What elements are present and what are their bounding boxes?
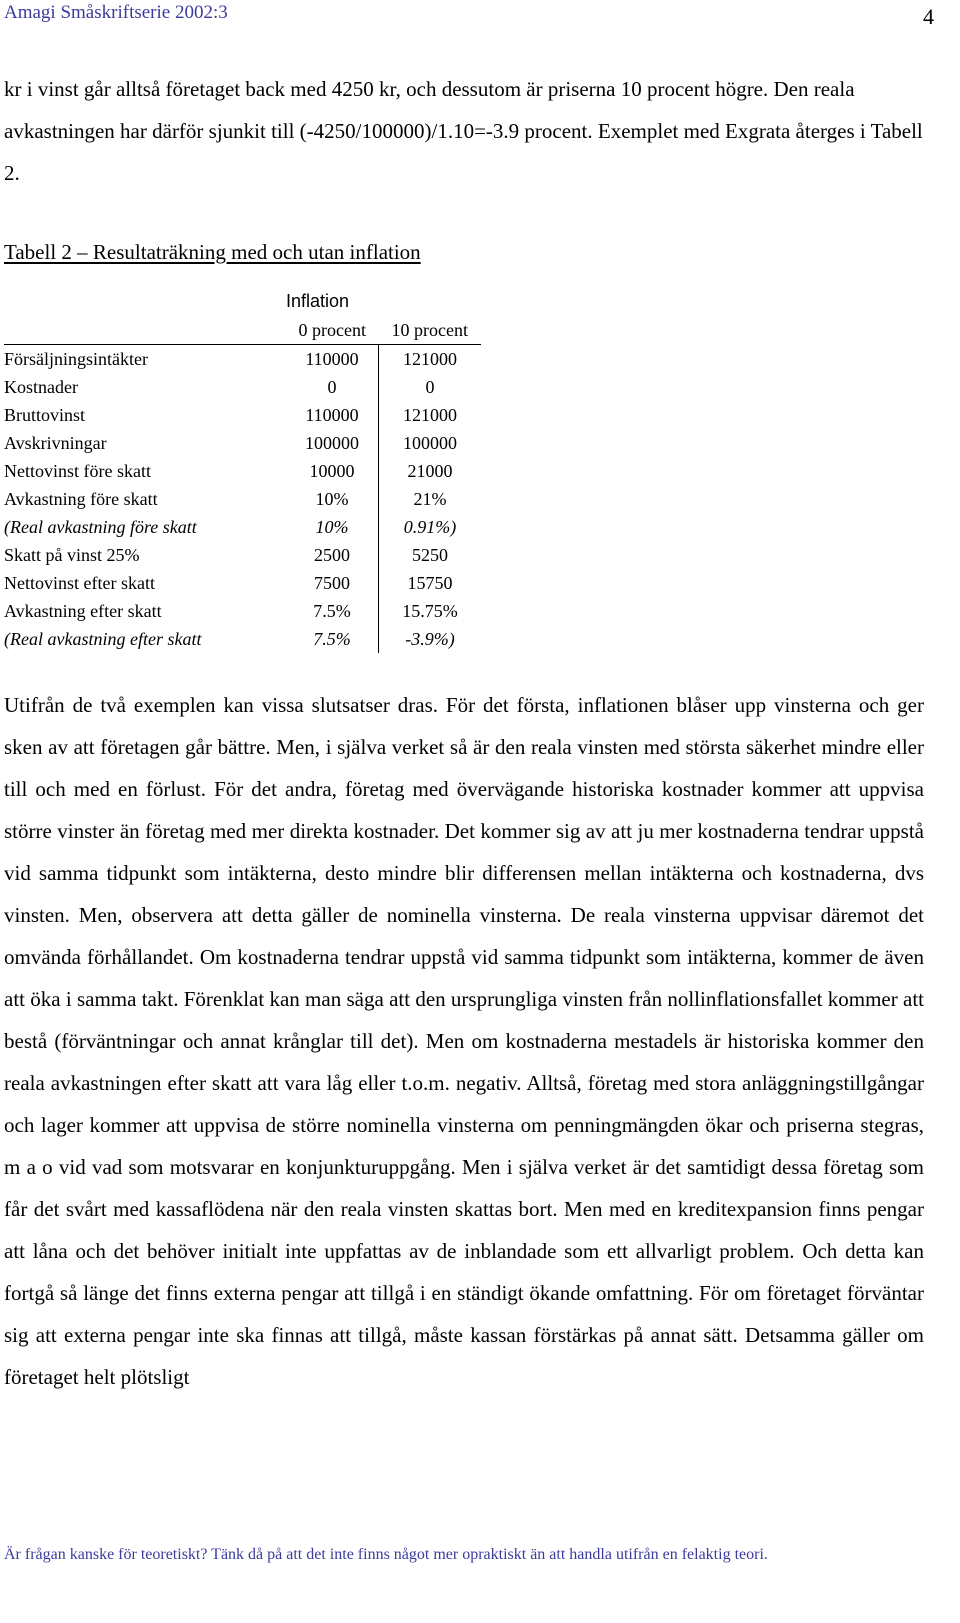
table-row [4,625,481,653]
table-row [4,345,481,374]
inflation-header: Inflation [286,290,350,311]
cell-0-procent: 7.5% [286,597,379,625]
cell-0-procent: 110000 [286,345,379,374]
cell-10-procent: 121000 [403,404,457,425]
table-row [4,597,481,625]
cell-0-procent: 7500 [286,569,379,597]
table-column-header-row [4,316,481,345]
row-label: Bruttovinst [4,404,86,425]
table-row [4,373,481,401]
page-number: 4 [923,4,934,29]
row-label: Avkastning före skatt [4,488,158,509]
cell-10-procent: 0.91%) [403,516,457,537]
body-paragraph: Utifrån de två exemplen kan vissa slutsatser dras. För det första, inflationen blåser upp vinsterna och ger sken av att företagen går bättre. Men, i själva verket så är den reala vinsten med största säkerhet mindre eller till och med en förlust. För det andra, företag med övervägande historiska kostnader kommer att uppvisa större vinster än företag med mer direkta kostnader. Det kommer sig av att ju mer kostnaderna tendrar uppstå vid samma tidpunkt som intäkterna, desto mindre blir differensen mellan intäkterna och kostnaderna, dvs vinsten. Men, observera att detta gäller de nominella vinsterna. De reala vinsterna uppvisar däremot det omvända förhållandet. Om kostnaderna tendrar uppstå vid samma tidpunkt som intäkterna, kommer de även att öka i samma takt. Förenklat kan man säga att den ursprungliga vinsten från nollinflationsfallet kommer att bestå (förväntningar och annat krånglar till det). Men om kostnaderna mestadels är historiska kommer den reala avkastningen efter skatt att vara låg eller t.o.m. negativ. Alltså, företag med stora anläggningstillgångar och lager kommer att uppvisa de större nominella vinsterna om penningmängden ökar och priserna stegras, m a o vid vad som motsvarar en konjunkturuppgång. Men i själva verket är det samtidigt dessa företag som får det svårt med kassaflödena när den reala vinsten skattas bort. Men med en kreditexpansion finns pengar att låna och det behöver initialt inte uppfattas av de inblandade som ett allvarligt problem. Och detta kan fortgå så länge det finns externa pengar att tillgå i en ständigt ökande omfattning. För om företaget förväntar sig att externa pengar inte ska finnas att tillgå, måste kassan förstärkas på annat sätt. Detsamma gäller om företaget helt plötsligt [4,693,924,1389]
cell-10-procent: -3.9%) [405,628,455,649]
table-row [4,429,481,457]
row-label: Nettovinst efter skatt [4,572,155,593]
results-table [4,286,481,653]
cell-10-procent: 0 [425,376,435,397]
cell-0-procent: 10% [286,485,379,513]
row-label: Avskrivningar [4,432,107,453]
column-header-0-procent: 0 procent [286,316,379,345]
cell-10-procent: 21000 [407,460,453,481]
table-row [4,569,481,597]
row-label: Avkastning efter skatt [4,600,162,621]
series-title: Amagi Småskriftserie 2002:3 [4,2,228,23]
cell-10-procent: 5250 [412,544,448,565]
cell-10-procent: 100000 [403,432,457,453]
cell-0-procent: 7.5% [286,625,379,653]
table-row [4,513,481,541]
cell-0-procent: 100000 [286,429,379,457]
intro-paragraph: kr i vinst går alltså företaget back med 4250 kr, och dessutom är priserna 10 procent högre. Den reala avkastningen har därför sjunkit till (-4250/100000)/1.10=-3.9 procent. Exemplet med Exgrata återges i Tabell 2. [4,77,923,185]
cell-0-procent: 10% [286,513,379,541]
cell-10-procent: 15.75% [402,600,458,621]
table-row [4,401,481,429]
column-header-10-procent: 10 procent [379,316,482,345]
table-group-header-row [4,286,481,316]
cell-10-procent: 15750 [407,572,453,593]
row-label: Skatt på vinst 25% [4,544,140,565]
table-row [4,485,481,513]
cell-0-procent: 110000 [286,401,379,429]
row-label: (Real avkastning efter skatt [4,628,202,649]
table-row [4,541,481,569]
row-label: Kostnader [4,376,78,397]
cell-10-procent: 121000 [403,348,457,369]
footer-quote: Är frågan kanske för teoretiskt? Tänk då på att det inte finns något mer opraktiskt än att handla utifrån en felaktig teori. [4,1546,768,1563]
cell-0-procent: 10000 [286,457,379,485]
table-row [4,457,481,485]
row-label: (Real avkastning före skatt [4,516,197,537]
table-caption: Tabell 2 – Resultaträkning med och utan inflation [4,240,421,264]
cell-10-procent: 21% [413,488,447,509]
row-label: Nettovinst före skatt [4,460,151,481]
cell-0-procent: 2500 [286,541,379,569]
row-label: Försäljningsintäkter [4,348,148,369]
cell-0-procent: 0 [286,373,379,401]
